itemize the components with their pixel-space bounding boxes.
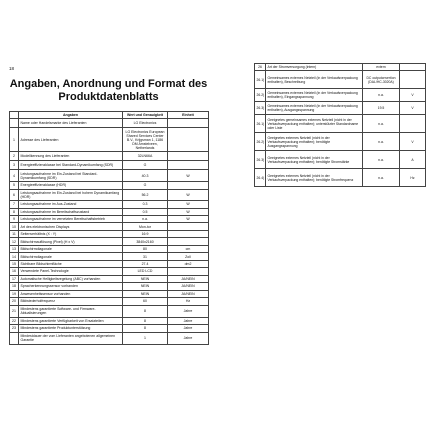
row-label: Energieeffizienzklasse (HDR)	[19, 182, 123, 189]
row-unit: Hz	[400, 169, 426, 187]
header-angaben: Angaben	[19, 112, 123, 119]
right-table-body	[255, 64, 426, 187]
table-row	[10, 161, 209, 170]
table-row	[10, 332, 209, 344]
row-number: 17	[10, 275, 19, 282]
table-row	[255, 115, 426, 133]
row-value: LG Electronics European Shared Services Center B.V., Krijgsman 1, 1186 DM Amstelveen, Netherlands	[123, 128, 168, 152]
row-unit	[168, 182, 209, 189]
row-value: NEIN	[123, 283, 168, 290]
table-row	[10, 216, 209, 223]
row-value: 31	[123, 253, 168, 260]
row-label: Name oder Handelsmarke des Lieferanten	[19, 119, 123, 128]
row-number: 12	[10, 238, 19, 245]
row-label: Art der Stromversorgung (intern)	[266, 64, 363, 71]
row-number: 26.4)	[255, 169, 266, 187]
row-number: 19	[10, 290, 19, 297]
row-number: 26.2)	[255, 133, 266, 151]
row-unit: V	[400, 133, 426, 151]
row-value: 40.3	[123, 170, 168, 182]
table-row	[255, 151, 426, 169]
row-label: Leistungsaufnahme im Ein-Zustand bei Standard-Dynamikumfang (SDR)	[19, 170, 123, 182]
row-value: n.a.	[123, 216, 168, 223]
row-unit	[168, 268, 209, 275]
row-value: G	[123, 161, 168, 170]
row-unit	[168, 230, 209, 237]
right-column	[254, 63, 425, 187]
table-row	[10, 260, 209, 267]
row-number: 7	[10, 201, 19, 208]
row-label: Automatische Helligkeitsregelung (ABC) vorhanden	[19, 275, 123, 282]
row-label: Bildschirmauflösung (Pixel) (H x V)	[19, 238, 123, 245]
table-row	[10, 290, 209, 297]
row-unit: JA/NEIN	[168, 283, 209, 290]
row-unit	[168, 152, 209, 161]
row-label: Geeignetes externes Netzteil (nicht in der Verkaufsverpackung enthalten); benötigte Ausgangsspannung	[266, 133, 363, 151]
row-label: Art des elektronischen Displays	[19, 223, 123, 230]
header-einheit: Einheit	[168, 112, 209, 119]
table-row	[255, 102, 426, 115]
table-row	[10, 325, 209, 332]
row-unit	[400, 71, 426, 89]
row-label: Sichtbare Bildschirmfläche	[19, 260, 123, 267]
row-unit	[400, 115, 426, 133]
row-unit: cm	[168, 245, 209, 252]
table-row	[10, 208, 209, 215]
row-value: 56.2	[123, 189, 168, 201]
row-value: 8	[123, 305, 168, 317]
power-supply-table	[254, 63, 426, 187]
row-unit: Jahre	[168, 317, 209, 324]
row-unit: W	[168, 189, 209, 201]
row-unit: Jahre	[168, 305, 209, 317]
table-row	[10, 119, 209, 128]
row-unit	[168, 119, 209, 128]
row-number: 21	[10, 305, 19, 317]
row-unit: dm2	[168, 260, 209, 267]
row-unit: V	[400, 102, 426, 115]
row-unit	[168, 238, 209, 245]
row-number: 9	[10, 216, 19, 223]
row-number: 26.2)	[255, 89, 266, 102]
row-value: extern	[363, 64, 400, 71]
table-row	[10, 305, 209, 317]
row-number: 26.3)	[255, 102, 266, 115]
row-value: 1	[123, 332, 168, 344]
row-value: 3840x2160	[123, 238, 168, 245]
row-label: Gemeinsames externes Netzteil (in der Verkaufsverpackung enthalten), Eingangsspannung	[266, 89, 363, 102]
row-number: 22	[10, 317, 19, 324]
row-value: 27.4	[123, 260, 168, 267]
table-row	[10, 298, 209, 305]
row-number	[10, 119, 19, 128]
row-value: NEIN	[123, 275, 168, 282]
row-label: Geeignetes externes Netzteil (nicht in der Verkaufsverpackung enthalten); benötigte Stromstärke	[266, 151, 363, 169]
row-label: Verwendete Panel-Technologie	[19, 268, 123, 275]
row-unit: W	[168, 208, 209, 215]
row-label: Modellkennung des Lieferanten	[19, 152, 123, 161]
left-column	[9, 78, 208, 345]
row-label: Bildschirmdiagonale	[19, 253, 123, 260]
table-row	[10, 230, 209, 237]
table-row	[255, 64, 426, 71]
row-value: n.a.	[363, 151, 400, 169]
row-number: 11	[10, 230, 19, 237]
row-number: 20	[10, 298, 19, 305]
row-value: 19.5	[363, 102, 400, 115]
row-number: 26.3)	[255, 151, 266, 169]
row-number: 18	[10, 283, 19, 290]
row-value: n.a.	[363, 133, 400, 151]
table-row	[10, 283, 209, 290]
header-nr	[10, 112, 19, 119]
row-number: 23	[10, 325, 19, 332]
product-data-table	[9, 111, 209, 345]
row-value: n.a.	[363, 115, 400, 133]
row-unit: Hz	[168, 298, 209, 305]
row-unit	[168, 223, 209, 230]
row-label: Bildschirmdiagonale	[19, 245, 123, 252]
row-label: Gemeinsames externes Netzteil (in der Verkaufsverpackung enthalten), Ausgangsspannung	[266, 102, 363, 115]
row-label: Leistungsaufnahme im Ein-Zustand bei hohem Dynamikumfang (HDR)	[19, 189, 123, 201]
table-row	[255, 133, 426, 151]
row-label: Mindestens garantierte Produktunterstützung	[19, 325, 123, 332]
page-title: Angaben, Anordnung und Format des Produktdatenblatts	[9, 78, 208, 103]
row-number: 1	[10, 128, 19, 152]
row-value: G	[123, 182, 168, 189]
row-value: 0.3	[123, 201, 168, 208]
table-row	[255, 71, 426, 89]
page-number: 18	[9, 66, 15, 71]
row-unit: W	[168, 201, 209, 208]
row-unit	[400, 64, 426, 71]
row-label: Geeignetes externes Netzteil (nicht in der Verkaufsverpackung enthalten); benötigte Stromfrequenz	[266, 169, 363, 187]
row-unit	[168, 128, 209, 152]
row-number: 4	[10, 170, 19, 182]
table-header-row	[10, 112, 209, 119]
row-label: Mindestens garantierte Verfügbarkeit von Ersatzteilen	[19, 317, 123, 324]
row-number: 13	[10, 245, 19, 252]
row-label: Bildwiederholfrequenz	[19, 298, 123, 305]
row-label: Adresse des Lieferanten	[19, 128, 123, 152]
row-number: 14	[10, 253, 19, 260]
table-row	[10, 189, 209, 201]
row-value: n.a.	[363, 89, 400, 102]
row-unit: Zoll	[168, 253, 209, 260]
table-row	[10, 201, 209, 208]
table-row	[10, 170, 209, 182]
row-number: 3	[10, 161, 19, 170]
row-label: Gemeinsames externes Netzteil (in der Verkaufsverpackung enthalten), Beschreibung	[266, 71, 363, 89]
row-label: Leistungsaufnahme im Bereitschaftszustand	[19, 208, 123, 215]
row-value: 8	[123, 325, 168, 332]
row-number: 16	[10, 268, 19, 275]
row-number: 15	[10, 260, 19, 267]
row-number: 26	[255, 64, 266, 71]
row-value: 32LN66A	[123, 152, 168, 161]
row-number: 10	[10, 223, 19, 230]
row-label: Leistungsaufnahme im vernetzten Bereitschaftsbetrieb	[19, 216, 123, 223]
row-unit: Jahre	[168, 325, 209, 332]
row-label: Energieeffizienzklasse bei Standard-Dynamikumfang (SDR)	[19, 161, 123, 170]
row-value: LG Electronics	[123, 119, 168, 128]
row-unit: JA/NEIN	[168, 275, 209, 282]
row-label: Leistungsaufnahme im Aus-Zustand	[19, 201, 123, 208]
row-label: Geeignetes gemeinsames externes Netzteil (nicht in der Verkaufsverpackung enthalten); unterstützter Standardname oder Liste	[266, 115, 363, 133]
row-unit: A	[400, 151, 426, 169]
table-row	[10, 223, 209, 230]
row-number	[10, 332, 19, 344]
row-number: 5	[10, 182, 19, 189]
row-unit: Jahre	[168, 332, 209, 344]
row-number: 26.1)	[255, 71, 266, 89]
row-unit: V	[400, 89, 426, 102]
row-value: Mon-tor	[123, 223, 168, 230]
row-number: 6	[10, 189, 19, 201]
row-value: 80	[123, 245, 168, 252]
table-row	[10, 245, 209, 252]
table-row	[255, 169, 426, 187]
row-number: 8	[10, 208, 19, 215]
table-row	[10, 128, 209, 152]
table-row	[10, 182, 209, 189]
row-value: n.a.	[363, 169, 400, 187]
row-label: Mindestens garantierte Software- und Firmware-Aktualisierungen	[19, 305, 123, 317]
row-number: 26.1)	[255, 115, 266, 133]
row-unit: W	[168, 170, 209, 182]
row-unit: JA/NEIN	[168, 290, 209, 297]
left-table-body	[10, 119, 209, 344]
row-value: LED LCD	[123, 268, 168, 275]
table-row	[255, 89, 426, 102]
row-label: Anwesenheitssensor vorhanden	[19, 290, 123, 297]
row-label: Seitenverhältnis (X : Y)	[19, 230, 123, 237]
row-unit: W	[168, 216, 209, 223]
row-value: DC outputcnvertion (DAL/HC-3020A)	[363, 71, 400, 89]
table-row	[10, 275, 209, 282]
row-label: Mindestdauer der vom Lieferanten angebotenen allgemeinen Garantie	[19, 332, 123, 344]
row-value: 8	[123, 317, 168, 324]
row-value: 0.5	[123, 208, 168, 215]
header-wert: Wert und Genauigkeit	[123, 112, 168, 119]
table-row	[10, 238, 209, 245]
row-unit	[168, 161, 209, 170]
row-number: 2	[10, 152, 19, 161]
row-value: NEIN	[123, 290, 168, 297]
table-row	[10, 253, 209, 260]
table-row	[10, 268, 209, 275]
row-label: Spracherkennungssensor vorhanden	[19, 283, 123, 290]
table-row	[10, 152, 209, 161]
row-value: 60	[123, 298, 168, 305]
row-value: 16:9	[123, 230, 168, 237]
table-row	[10, 317, 209, 324]
